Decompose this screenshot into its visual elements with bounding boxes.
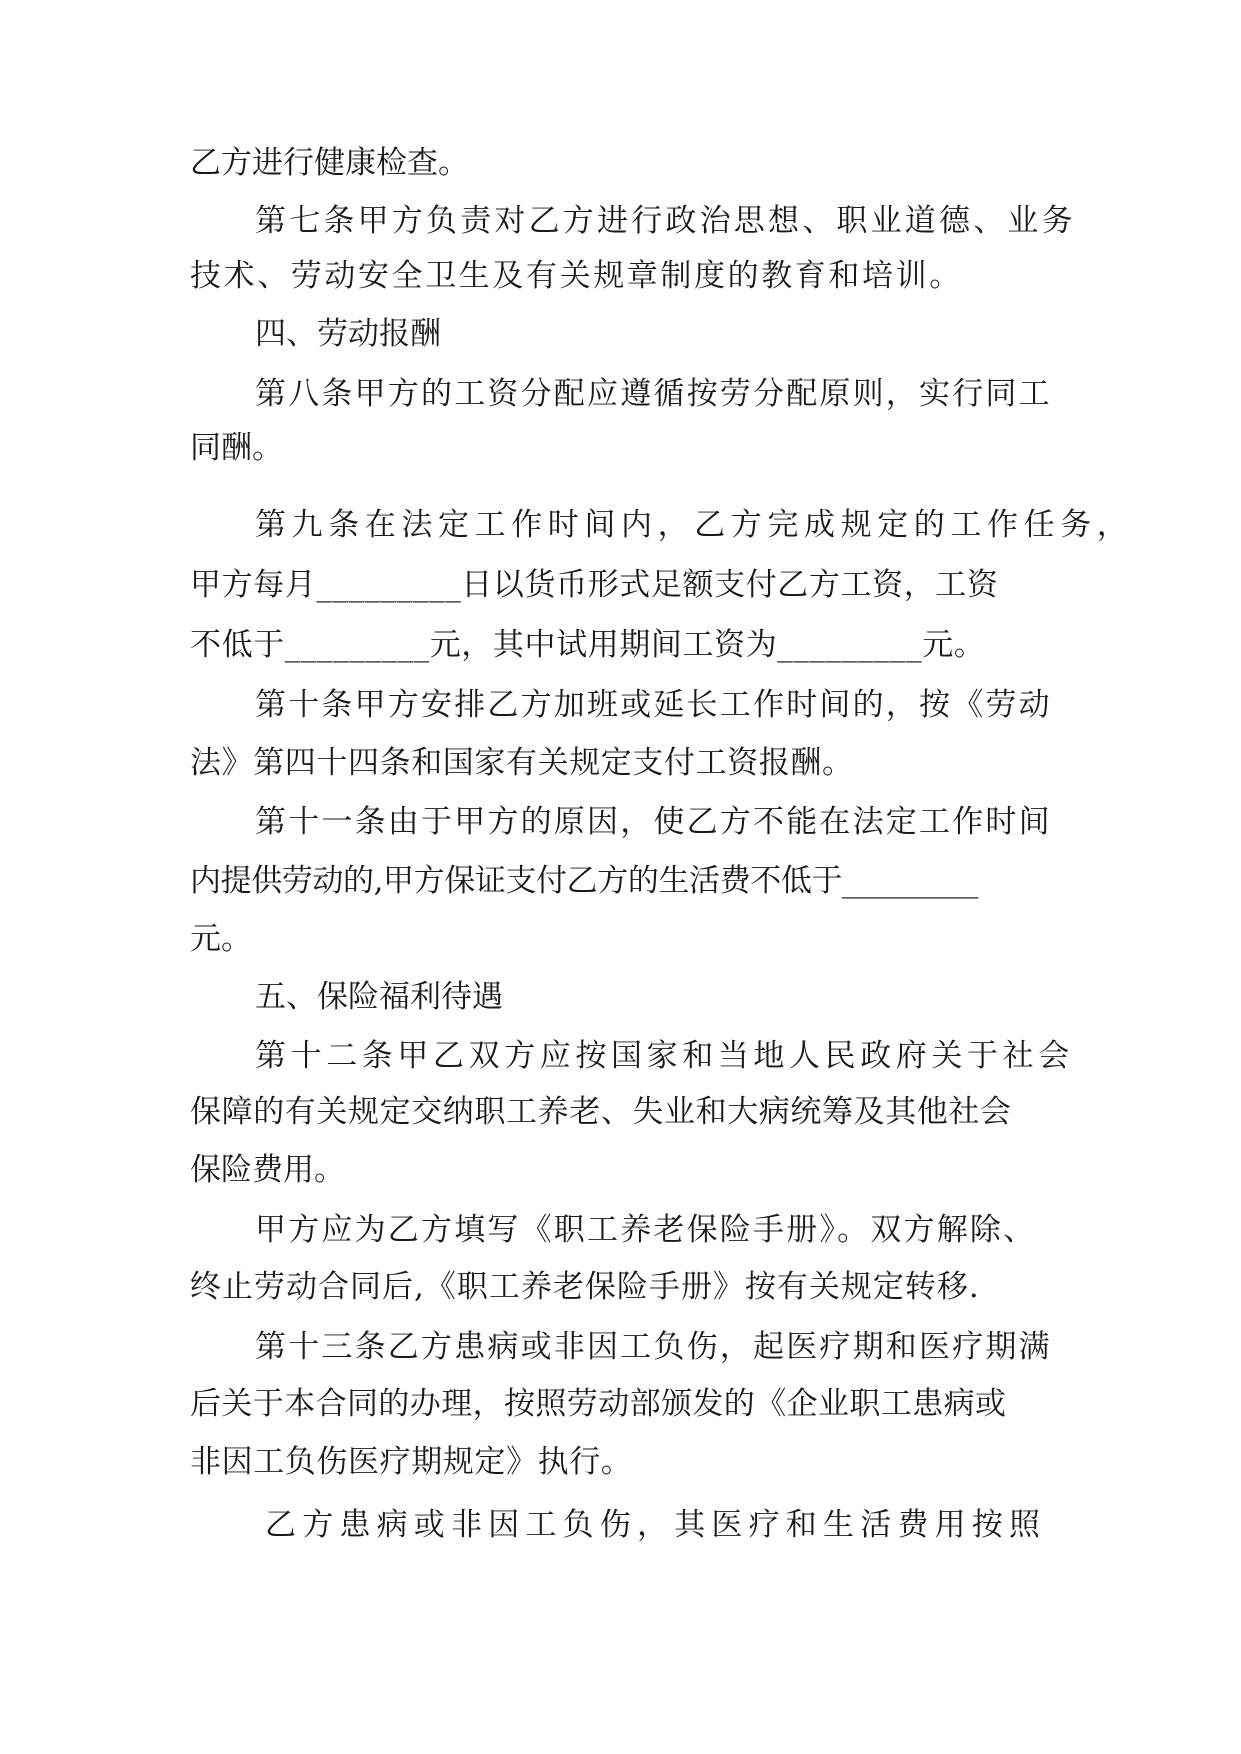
text-line: 第七条甲方负责对乙方进行政治思想、职业道德、业务 bbox=[255, 203, 1076, 239]
section-heading: 五、保险福利待遇 bbox=[255, 979, 503, 1015]
text-line: 元。 bbox=[190, 921, 252, 957]
text-line: 不低于_________元，其中试用期间工资为_________元。 bbox=[190, 627, 986, 663]
text-line: 第十条甲方安排乙方加班或延长工作时间的，按《劳动 bbox=[255, 687, 1052, 723]
text-line: 非因工负伤医疗期规定》执行。 bbox=[190, 1444, 633, 1480]
text-line: 法》第四十四条和国家有关规定支付工资报酬。 bbox=[190, 745, 854, 781]
text-line: 甲方应为乙方填写《职工养老保险手册》。双方解除、 bbox=[255, 1212, 1037, 1248]
text-line: 第八条甲方的工资分配应遵循按劳分配原则，实行同工 bbox=[255, 376, 1052, 412]
text-line: 保障的有关规定交纳职工养老、失业和大病统筹及其他社会 bbox=[190, 1094, 1012, 1130]
text-line: 乙方患病或非因工负伤，其医疗和生活费用按照 bbox=[265, 1507, 1047, 1543]
text-line: 后关于本合同的办理，按照劳动部颁发的《企业职工患病或 bbox=[190, 1386, 1007, 1422]
text-line: 终止劳动合同后,《职工养老保险手册》按有关规定转移. bbox=[190, 1269, 980, 1305]
text-line: 内提供劳动的,甲方保证支付乙方的生活费不低于_________ bbox=[190, 863, 978, 899]
text-line: 第十一条由于甲方的原因，使乙方不能在法定工作时间 bbox=[255, 804, 1052, 840]
text-line: 第十三条乙方患病或非因工负伤，起医疗期和医疗期满 bbox=[255, 1329, 1052, 1365]
text-line: 甲方每月_________日以货币形式足额支付乙方工资，工资 bbox=[190, 567, 999, 603]
text-line: 技术、劳动安全卫生及有关规章制度的教育和培训。 bbox=[190, 258, 963, 294]
text-line: 第十二条甲乙双方应按国家和当地人民政府关于社会 bbox=[255, 1038, 1074, 1074]
text-line: 同酬。 bbox=[190, 430, 283, 466]
text-line: 第九条在法定工作时间内，乙方完成规定的工作任务， bbox=[255, 507, 1134, 543]
section-heading: 四、劳动报酬 bbox=[255, 316, 441, 352]
text-line: 保险费用。 bbox=[190, 1152, 345, 1188]
text-line: 乙方进行健康检查。 bbox=[190, 145, 469, 181]
